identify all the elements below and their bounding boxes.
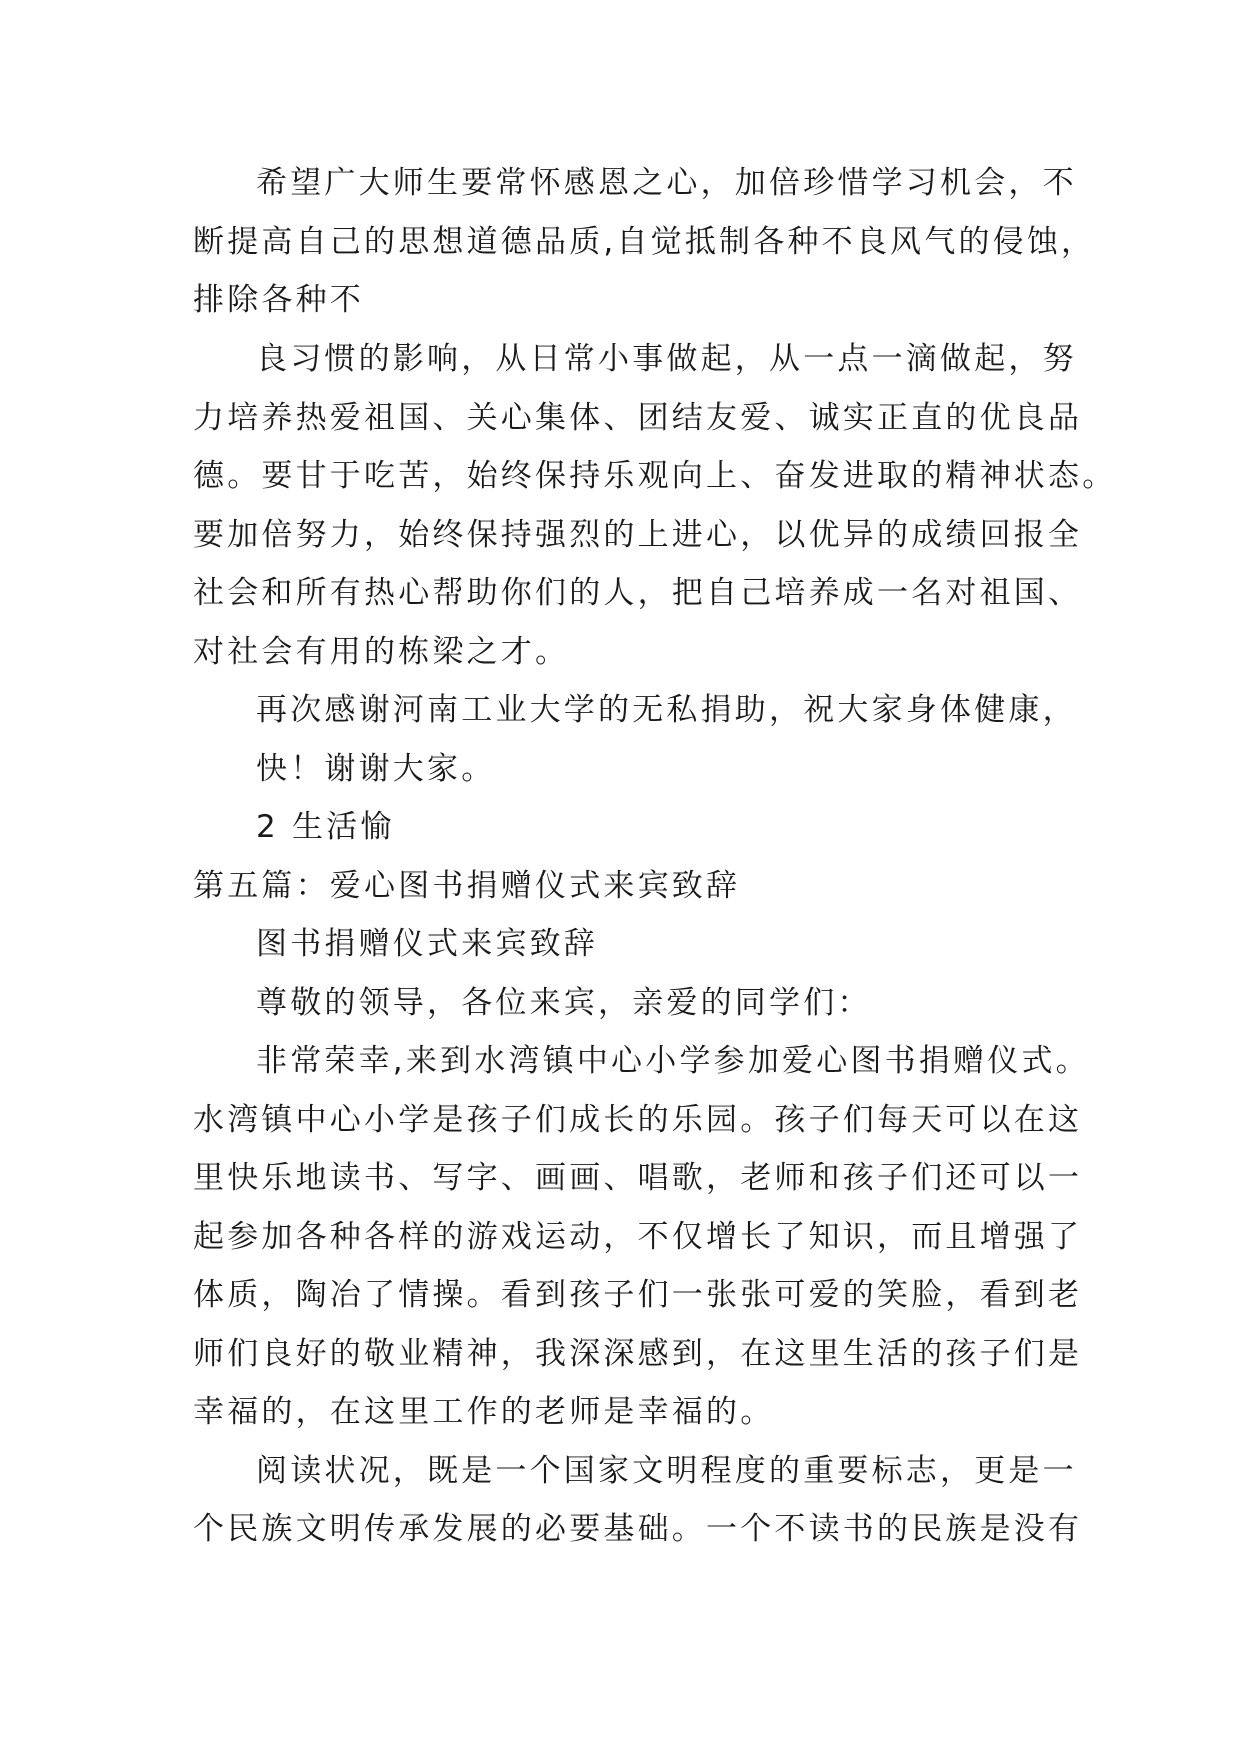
text-line: 体质，陶冶了情操。看到孩子们一张张可爱的笑脸，看到老 bbox=[193, 1277, 1083, 1313]
text-line: 希望广大师生要常怀感恩之心，加倍珍惜学习机会，不 bbox=[256, 165, 1077, 201]
text-line: 良习惯的影响，从日常小事做起，从一点一滴做起，努 bbox=[256, 341, 1077, 377]
text-line: 快！谢谢大家。 bbox=[256, 751, 496, 787]
text-line: 阅读状况，既是一个国家文明程度的重要标志，更是一 bbox=[256, 1453, 1077, 1489]
text-line: 社会和所有热心帮助你们的人，把自己培养成一名对祖国、 bbox=[193, 575, 1083, 611]
text-line: 要加倍努力，始终保持强烈的上进心，以优异的成绩回报全 bbox=[193, 517, 1083, 553]
salutation: 尊敬的领导，各位来宾，亲爱的同学们： bbox=[256, 985, 872, 1021]
text-line: 2 生活愉 bbox=[256, 809, 395, 845]
text-line: 水湾镇中心小学是孩子们成长的乐园。孩子们每天可以在这 bbox=[193, 1102, 1083, 1138]
text-line: 非常荣幸,来到水湾镇中心小学参加爱心图书捐赠仪式。 bbox=[256, 1043, 1090, 1079]
section-heading: 第五篇：爱心图书捐赠仪式来宾致辞 bbox=[193, 868, 741, 904]
document-title: 图书捐赠仪式来宾致辞 bbox=[256, 926, 598, 962]
text-line: 师们良好的敬业精神，我深深感到，在这里生活的孩子们是 bbox=[193, 1336, 1083, 1372]
text-line: 排除各种不 bbox=[193, 282, 364, 318]
text-line: 力培养热爱祖国、关心集体、团结友爱、诚实正直的优良品 bbox=[193, 400, 1083, 436]
text-line: 再次感谢河南工业大学的无私捐助，祝大家身体健康， bbox=[256, 692, 1077, 728]
text-line: 对社会有用的栋梁之才。 bbox=[193, 634, 570, 670]
text-line: 个民族文明传承发展的必要基础。一个不读书的民族是没有 bbox=[193, 1511, 1083, 1547]
text-line: 幸福的，在这里工作的老师是幸福的。 bbox=[193, 1394, 775, 1430]
text-line: 起参加各种各样的游戏运动，不仅增长了知识，而且增强了 bbox=[193, 1219, 1083, 1255]
text-line: 德。要甘于吃苦，始终保持乐观向上、奋发进取的精神状态。 bbox=[193, 458, 1117, 494]
text-line: 里快乐地读书、写字、画画、唱歌，老师和孩子们还可以一 bbox=[193, 1160, 1083, 1196]
text-line: 断提高自己的思想道德品质,自觉抵制各种不良风气的侵蚀， bbox=[193, 224, 1096, 260]
